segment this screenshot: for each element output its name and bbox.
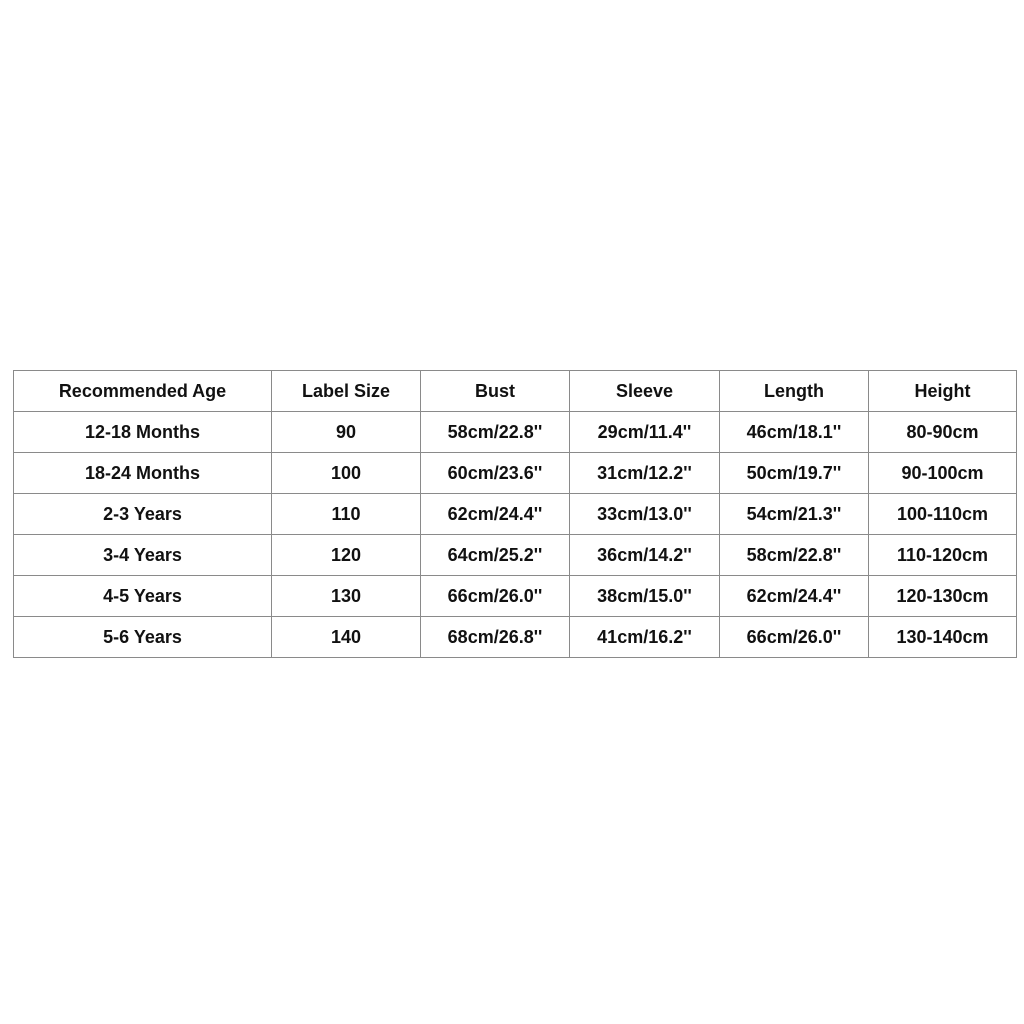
cell-height: 90-100cm [869, 453, 1017, 494]
table-row [14, 535, 1017, 576]
cell-recommended-age: 5-6 Years [14, 617, 272, 658]
cell-recommended-age: 12-18 Months [14, 412, 272, 453]
header-height: Height [869, 371, 1017, 412]
cell-recommended-age: 18-24 Months [14, 453, 272, 494]
cell-sleeve: 31cm/12.2'' [570, 453, 720, 494]
cell-recommended-age: 4-5 Years [14, 576, 272, 617]
cell-length: 54cm/21.3'' [720, 494, 869, 535]
cell-sleeve: 29cm/11.4'' [570, 412, 720, 453]
cell-bust: 64cm/25.2'' [421, 535, 570, 576]
cell-height: 110-120cm [869, 535, 1017, 576]
table-row [14, 576, 1017, 617]
header-recommended-age: Recommended Age [14, 371, 272, 412]
cell-recommended-age: 3-4 Years [14, 535, 272, 576]
cell-bust: 62cm/24.4'' [421, 494, 570, 535]
cell-bust: 66cm/26.0'' [421, 576, 570, 617]
cell-label-size: 120 [272, 535, 421, 576]
cell-sleeve: 36cm/14.2'' [570, 535, 720, 576]
cell-height: 100-110cm [869, 494, 1017, 535]
cell-label-size: 130 [272, 576, 421, 617]
table-row [14, 412, 1017, 453]
cell-label-size: 110 [272, 494, 421, 535]
header-length: Length [720, 371, 869, 412]
header-label-size: Label Size [272, 371, 421, 412]
cell-label-size: 100 [272, 453, 421, 494]
cell-sleeve: 33cm/13.0'' [570, 494, 720, 535]
cell-length: 58cm/22.8'' [720, 535, 869, 576]
cell-bust: 60cm/23.6'' [421, 453, 570, 494]
cell-length: 62cm/24.4'' [720, 576, 869, 617]
cell-length: 46cm/18.1'' [720, 412, 869, 453]
table-row [14, 617, 1017, 658]
cell-bust: 58cm/22.8'' [421, 412, 570, 453]
cell-height: 120-130cm [869, 576, 1017, 617]
table-row [14, 494, 1017, 535]
cell-length: 66cm/26.0'' [720, 617, 869, 658]
cell-sleeve: 38cm/15.0'' [570, 576, 720, 617]
cell-height: 130-140cm [869, 617, 1017, 658]
header-sleeve: Sleeve [570, 371, 720, 412]
cell-bust: 68cm/26.8'' [421, 617, 570, 658]
size-chart-table [13, 370, 1017, 658]
cell-length: 50cm/19.7'' [720, 453, 869, 494]
cell-recommended-age: 2-3 Years [14, 494, 272, 535]
table-header-row [14, 371, 1017, 412]
cell-height: 80-90cm [869, 412, 1017, 453]
table-row [14, 453, 1017, 494]
cell-label-size: 90 [272, 412, 421, 453]
cell-sleeve: 41cm/16.2'' [570, 617, 720, 658]
cell-label-size: 140 [272, 617, 421, 658]
header-bust: Bust [421, 371, 570, 412]
